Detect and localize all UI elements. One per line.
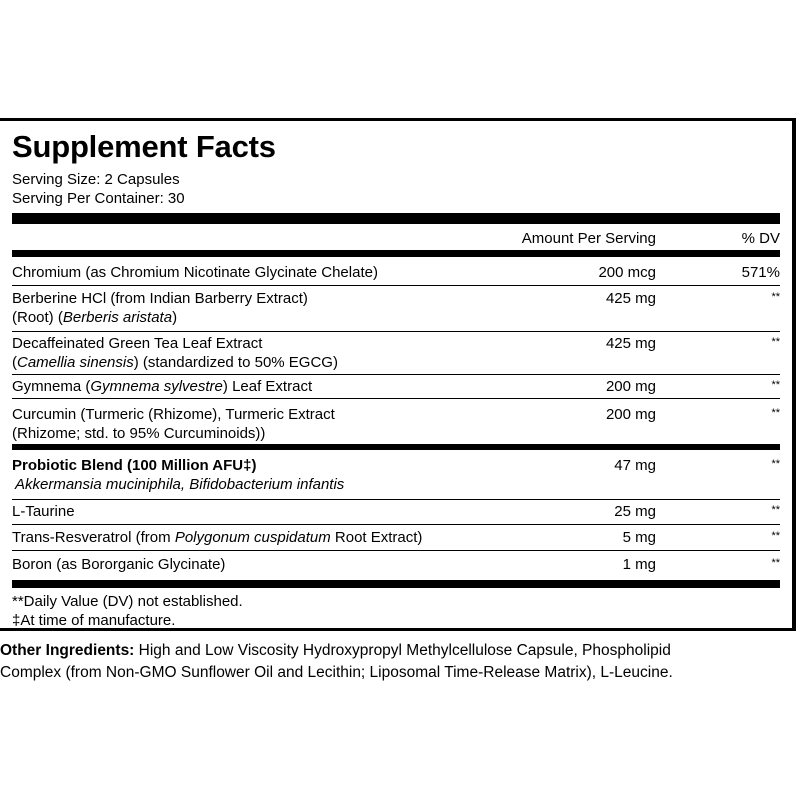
amount-header: Amount Per Serving (521, 230, 656, 247)
row-divider (12, 524, 780, 525)
footnote-afu: ‡At time of manufacture. (12, 612, 176, 629)
nutrient-name: Chromium (as Chromium Nicotinate Glycinate Chelate) (12, 264, 378, 281)
row-divider (12, 398, 780, 399)
nutrient-amount: 200 mg (605, 406, 656, 423)
medium-divider (12, 444, 780, 450)
nutrient-name: Berberine HCl (from Indian Barberry Extract) (Root) (Berberis aristata) (12, 290, 308, 326)
other-ingredients-line2: Complex (from Non-GMO Sunflower Oil and Lecithin; Liposomal Time-Release Matrix), L-Leucine. (0, 664, 673, 681)
row-divider (12, 285, 780, 286)
nutrient-name: Gymnema (Gymnema sylvestre) Leaf Extract (12, 378, 313, 395)
dv-header: % DV (741, 230, 780, 247)
row-divider (12, 550, 780, 551)
nutrient-amount: 425 mg (605, 335, 656, 352)
medium-divider (12, 250, 780, 257)
nutrient-name: Decaffeinated Green Tea Leaf Extract (Camellia sinensis) (standardized to 50% EGCG) (12, 335, 338, 371)
other-ingredients (0, 640, 800, 684)
thick-divider (12, 213, 780, 224)
supplement-facts-panel (0, 118, 796, 631)
nutrient-name: Curcumin (Turmeric (Rhizome), Turmeric Extract (Rhizome; std. to 95% Curcuminoids)) (12, 406, 335, 442)
nutrient-amount: 200 mg (605, 378, 656, 395)
nutrient-amount: 47 mg (614, 457, 656, 474)
other-ingredients-line1: High and Low Viscosity Hydroxypropyl Methylcellulose Capsule, Phospholipid (134, 642, 671, 659)
nutrient-amount: 200 mcg (598, 264, 656, 281)
footnote-dv: **Daily Value (DV) not established. (12, 593, 243, 610)
nutrient-dv: ** (771, 407, 780, 419)
nutrient-dv: ** (771, 557, 780, 569)
row-divider (12, 331, 780, 332)
row-divider (12, 374, 780, 375)
servings-per-container: Serving Per Container: 30 (12, 190, 185, 207)
other-ingredients-label: Other Ingredients: (0, 642, 135, 659)
nutrient-dv: ** (771, 458, 780, 470)
serving-size: Serving Size: 2 Capsules (12, 171, 180, 188)
nutrient-dv: ** (771, 291, 780, 303)
nutrient-name: Trans-Resveratrol (from Polygonum cuspidatum Root Extract) (12, 529, 423, 546)
panel-title: Supplement Facts (12, 129, 276, 164)
nutrient-name: Probiotic Blend (100 Million AFU‡) Akkermansia muciniphila, Bifidobacterium infantis (12, 457, 345, 493)
thick-divider (12, 580, 780, 588)
nutrient-dv: 571% (741, 264, 780, 281)
nutrient-name: L-Taurine (12, 503, 75, 520)
nutrient-name: Boron (as Bororganic Glycinate) (12, 556, 226, 573)
nutrient-amount: 5 mg (622, 529, 656, 546)
nutrient-dv: ** (771, 504, 780, 516)
nutrient-amount: 425 mg (605, 290, 656, 307)
nutrient-dv: ** (771, 530, 780, 542)
nutrient-dv: ** (771, 379, 780, 391)
row-divider (12, 499, 780, 500)
nutrient-amount: 25 mg (614, 503, 656, 520)
nutrient-dv: ** (771, 336, 780, 348)
nutrient-amount: 1 mg (622, 556, 656, 573)
